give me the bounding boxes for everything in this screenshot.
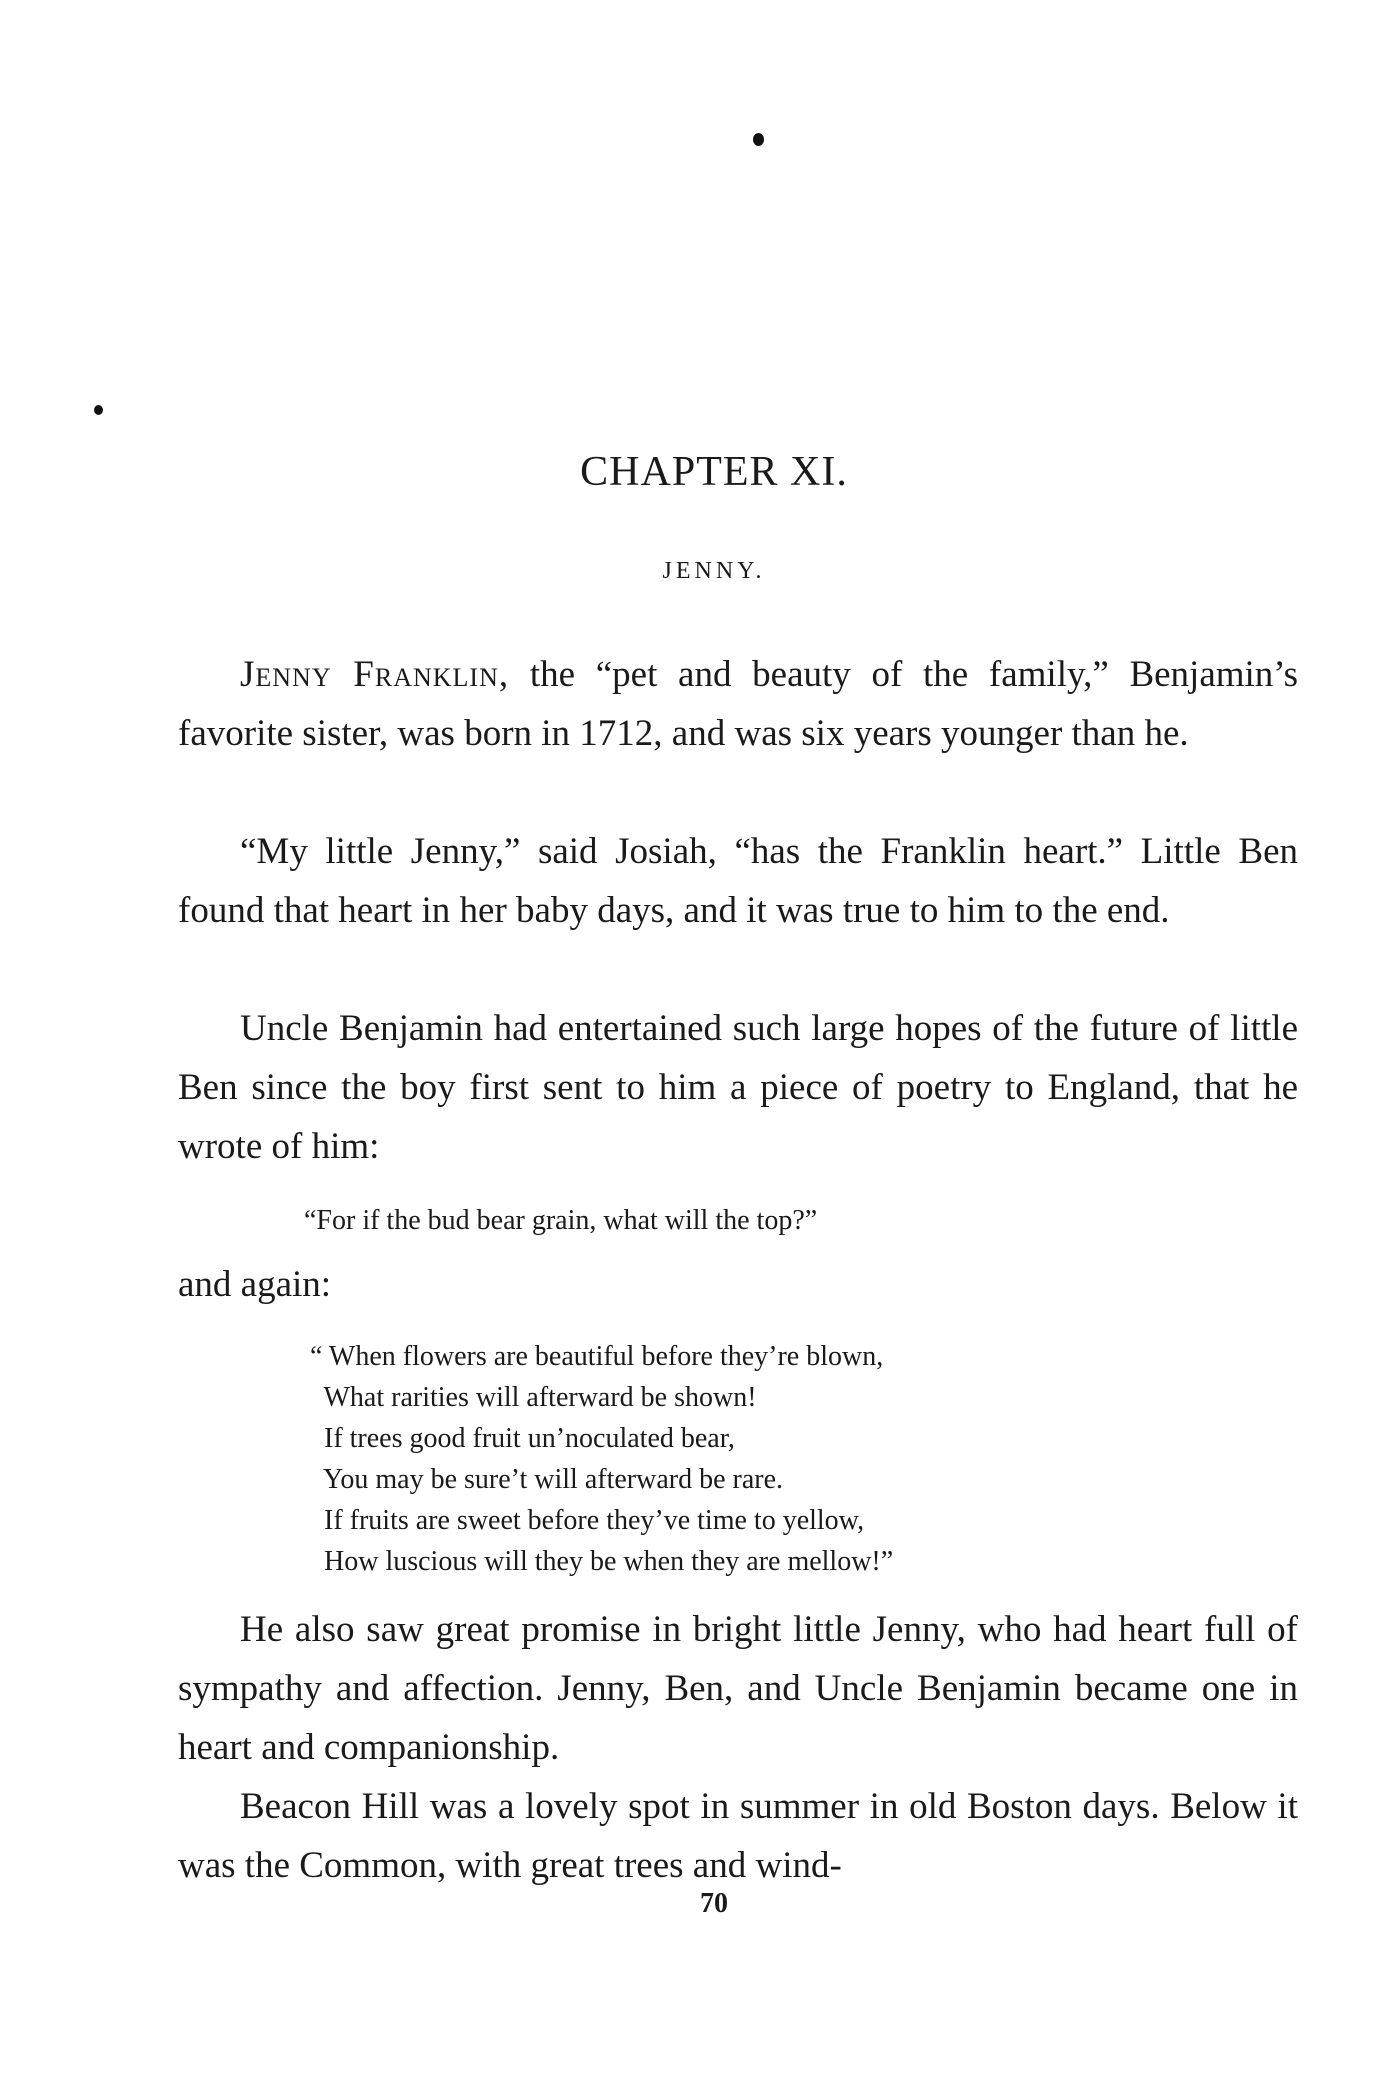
poem-line: What rarities will afterward be shown! <box>310 1382 757 1413</box>
page-number: 70 <box>700 1888 728 1919</box>
poem-line: “ When flowers are beautiful before they’re blown, <box>310 1341 884 1372</box>
poem-line: If fruits are sweet before they’ve time to yellow, <box>310 1505 865 1536</box>
paragraph: “My little Jenny,” said Josiah, “has the Franklin heart.” Little Ben found that heart in her baby days, and it was true to him to the end. <box>178 831 1298 931</box>
paragraph: Beacon Hill was a lovely spot in summer in old Boston days. Below it was the Common, with great trees and wind- <box>178 1786 1298 1886</box>
poem-line: How luscious will they be when they are mellow!” <box>310 1546 894 1577</box>
ink-speck <box>94 405 103 415</box>
paragraph <box>178 645 1298 763</box>
paragraph-text: the “pet and beauty of the family,” Benjamin’s favorite sister, was born in 1712, and was six years younger than he. <box>178 654 1298 754</box>
chapter-subtitle: JENNY. <box>662 558 766 584</box>
poem-line: You may be sure’t will afterward be rare. <box>310 1464 784 1495</box>
paragraph: and again: <box>178 1264 332 1305</box>
block-quote: “For if the bud bear grain, what will the top?” <box>304 1205 818 1236</box>
paragraph: He also saw great promise in bright little Jenny, who had heart full of sympathy and affection. Jenny, Ben, and Uncle Benjamin became one in heart and companionship. <box>178 1609 1298 1768</box>
character-name: Jenny Franklin, <box>240 654 510 695</box>
poem-line: If trees good fruit un’noculated bear, <box>310 1423 735 1454</box>
ink-speck <box>753 133 764 146</box>
paragraph: Uncle Benjamin had entertained such large hopes of the future of little Ben since the boy first sent to him a piece of poetry to England, that he wrote of him: <box>178 1008 1298 1167</box>
chapter-title: CHAPTER XI. <box>580 449 848 495</box>
